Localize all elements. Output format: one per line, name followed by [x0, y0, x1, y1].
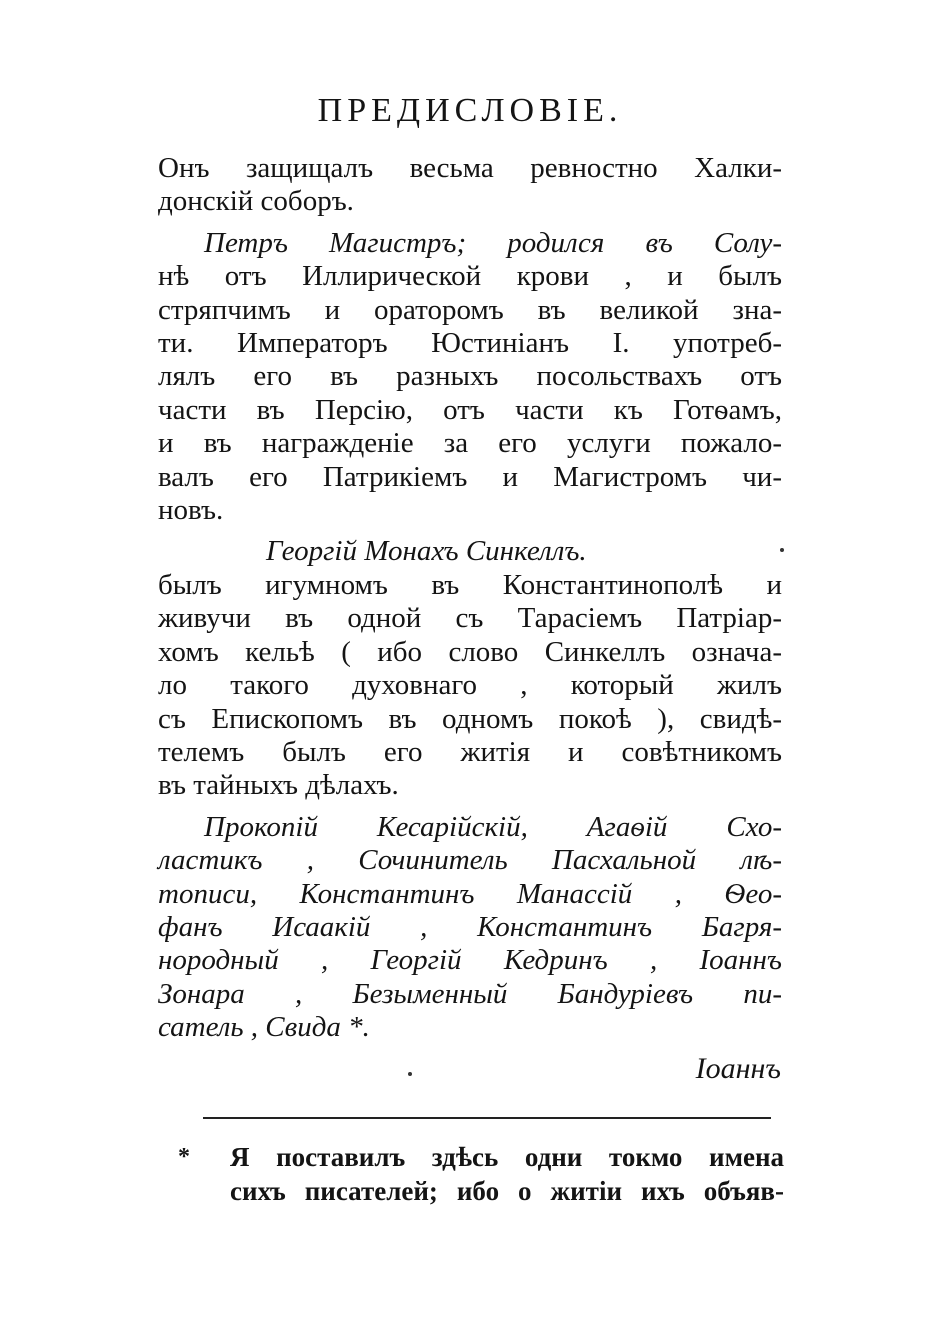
- footnote-asterisk: *: [178, 1144, 190, 1170]
- text-line: хомъ кельѣ ( ибо слово Синкеллъ означа-: [158, 635, 782, 668]
- text-line: фанъ Исаакій , Константинъ Багря-: [158, 910, 782, 943]
- page-header: ПРЕДИСЛОВІЕ.: [317, 92, 623, 129]
- text-line: донскій соборъ.: [158, 185, 354, 218]
- text-line: стряпчимъ и ораторомъ въ великой зна-: [158, 293, 782, 326]
- main-text: [158, 152, 782, 1045]
- text-line: съ Епископомъ въ одномъ покоѣ ), свидѣ-: [158, 702, 782, 735]
- text-line: валъ его Патрикіемъ и Магистромъ чи-: [158, 460, 782, 493]
- footnote: [178, 1140, 784, 1208]
- georgii-heading: Георгій Монахъ Синкеллъ.: [266, 535, 587, 568]
- text-line: телемъ былъ его житія и совѣтникомъ: [158, 735, 782, 768]
- text-line: ло такого духовнаго , который жилъ: [158, 669, 782, 702]
- text-line: сатель , Свида *.: [158, 1011, 370, 1044]
- text-line: нѣ отъ Иллирической крови , и былъ: [158, 260, 782, 293]
- ink-speck: [780, 548, 784, 552]
- text-line: нородный , Георгій Кедринъ , Іоаннъ: [158, 944, 782, 977]
- name-petr: Петръ Магистръ; родился въ Солу-: [204, 226, 782, 259]
- text-line: ти. Императоръ Юстиніанъ I. употреб-: [158, 327, 782, 360]
- footnote-divider: [203, 1117, 771, 1119]
- footnote-line: Я поставилъ здѣсь одни токмо имена: [230, 1142, 784, 1172]
- text-line: Прокопій Кесарійскій, Агаѳій Схо-: [204, 810, 782, 843]
- text-line: Онъ защищалъ весьма ревностно Халки-: [158, 152, 782, 184]
- text-line: ластикъ , Сочинитель Пасхальной лѣ-: [158, 844, 782, 877]
- text-line: живучи въ одной съ Тарасіемъ Патріар-: [158, 602, 782, 635]
- text-line: и въ награжденіе за его услуги пожало-: [158, 427, 782, 460]
- footnote-line: сихъ писателей; ибо о житіи ихъ объяв-: [230, 1176, 784, 1206]
- text-line: тописи, Константинъ Манассій , Ѳео-: [158, 877, 782, 910]
- text-line: новъ.: [158, 494, 224, 527]
- catchword: Іоаннъ: [695, 1052, 781, 1085]
- text-line: былъ игумномъ въ Константинополѣ и: [158, 568, 782, 601]
- text-line: Зонара , Безыменный Бандуріевъ пи-: [158, 977, 782, 1010]
- text-line: [158, 227, 782, 260]
- text-line: въ тайныхъ дѣлахъ.: [158, 769, 399, 802]
- text-line: части въ Персію, отъ части къ Готѳамъ,: [158, 393, 782, 426]
- text-line: лялъ его въ разныхъ посольствахъ отъ: [158, 360, 782, 393]
- ink-speck: [408, 1072, 412, 1076]
